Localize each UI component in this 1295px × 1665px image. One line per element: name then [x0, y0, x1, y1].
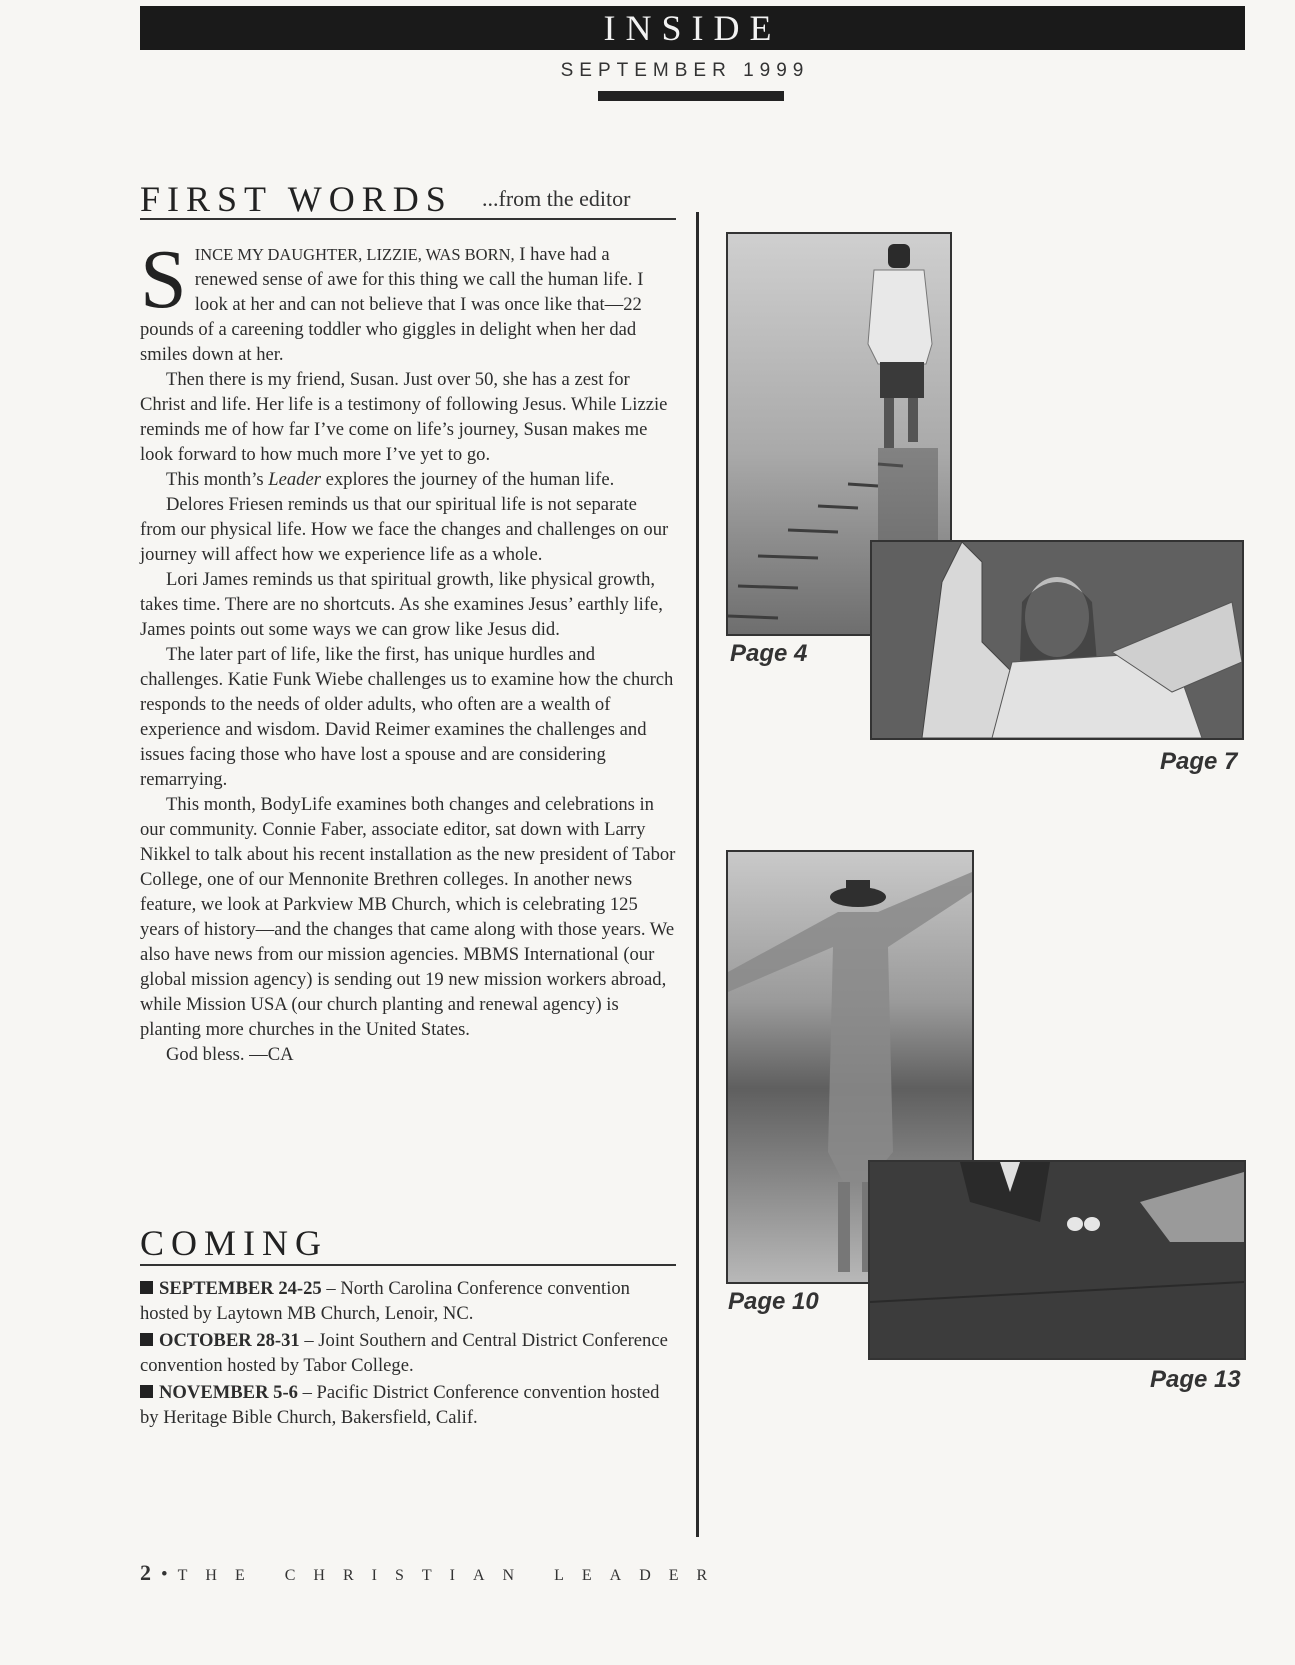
square-bullet-icon: [140, 1281, 153, 1294]
leader-title: Leader: [268, 469, 321, 490]
bullet-separator-icon: •: [161, 1564, 168, 1585]
paragraph-3-text-a: This month’s: [166, 469, 269, 490]
event-item: [140, 1328, 676, 1378]
suit-pin-image: [870, 1162, 1244, 1358]
article-paragraph-2: Then there is my friend, Susan. Just over 50, she has a zest for Christ and life. Her life is a testimony of following Jesus. While Lizzie reminds me of how far I’ve come on life’s journey, Susan makes me look forward to how much more I’ve yet to go.: [140, 369, 668, 465]
first-words-title: FIRST WORDS: [140, 179, 453, 219]
event-text: – North Carolina Conference convention hosted by Laytown MB Church, Lenoir, NC.: [140, 1278, 630, 1324]
paragraph-3-text-b: explores the journey of the human life.: [320, 469, 615, 490]
suit-pin-photo: [868, 1160, 1246, 1360]
event-date: NOVEMBER 5-6: [159, 1382, 298, 1403]
masthead-title: THE CHRISTIAN LEADER: [177, 1567, 726, 1584]
page-number: 2: [140, 1560, 151, 1585]
square-bullet-icon: [140, 1333, 153, 1346]
caption-page-13: Page 13: [1150, 1366, 1241, 1393]
editor-article: [140, 233, 676, 1067]
inside-banner: [140, 6, 1245, 50]
event-item: [140, 1276, 676, 1326]
caption-page-4: Page 4: [730, 640, 808, 667]
article-paragraph-5: Lori James reminds us that spiritual growth, like physical growth, takes time. There are no shortcuts. As she examines Jesus’ earthly life, James points out some ways we can grow like Jesus did.: [140, 569, 663, 640]
date-underline-bar: [598, 91, 784, 101]
article-paragraph-3: [140, 467, 676, 492]
issue-date: SEPTEMBER 1999: [560, 60, 810, 81]
event-date: SEPTEMBER 24-25: [159, 1278, 322, 1299]
coming-events-list: [140, 1276, 676, 1432]
drop-cap: S: [140, 233, 187, 326]
jesus-painting-photo: [870, 540, 1244, 740]
paragraph-1-text: I have had a renewed sense of awe for this thing we call the human life. I look at her and can not believe that I was once like that—22 pounds of a careening toddler who giggles in delight when her dad smiles down at her.: [140, 244, 644, 365]
article-signoff: God bless. —CA: [166, 1044, 294, 1065]
event-date: OCTOBER 28-31: [159, 1330, 300, 1351]
coming-title: COMING: [140, 1223, 329, 1263]
column-divider: [696, 212, 699, 1537]
first-words-header: [140, 178, 676, 220]
event-item: [140, 1380, 676, 1430]
page-footer: [140, 1560, 740, 1586]
article-paragraph-4: Delores Friesen reminds us that our spiritual life is not separate from our physical life. How we face the changes and challenges on our journey will affect how we experience life as a whole.: [140, 494, 669, 565]
event-text: – Pacific District Conference convention hosted by Heritage Bible Church, Bakersfield, Calif.: [140, 1382, 660, 1428]
caption-page-7: Page 7: [1160, 748, 1238, 775]
article-paragraph-7: This month, BodyLife examines both changes and celebrations in our community. Connie Faber, associate editor, sat down with Larry Nikkel to talk about his recent installation as the new president of Tabor College, one of our Mennonite Brethren colleges. In another news feature, we look at Parkview MB Church, which is celebrating 125 years of history—and the changes that came along with those years. We also have news from our mission agencies. MBMS International (our global mission agency) is sending out 19 new mission workers abroad, while Mission USA (our church planting and renewal agency) is planting more churches in the United States.: [140, 794, 676, 1040]
article-paragraph-1: [140, 233, 676, 367]
square-bullet-icon: [140, 1385, 153, 1398]
coming-header: [140, 1222, 676, 1266]
opening-caps: INCE MY DAUGHTER, LIZZIE, WAS BORN,: [194, 245, 515, 264]
event-text: – Joint Southern and Central District Conference convention hosted by Tabor College.: [140, 1330, 668, 1376]
first-words-subtitle: ...from the editor: [482, 186, 631, 211]
banner-title: INSIDE: [603, 8, 782, 48]
caption-page-10: Page 10: [728, 1288, 819, 1315]
jesus-painting-image: [872, 542, 1242, 738]
article-paragraph-6: The later part of life, like the first, has unique hurdles and challenges. Katie Funk Wiebe challenges us to examine how the church responds to the needs of older adults, who often are a wealth of experience and wisdom. David Reimer examines the challenges and issues facing those who have lost a spouse and are considering remarrying.: [140, 644, 674, 790]
